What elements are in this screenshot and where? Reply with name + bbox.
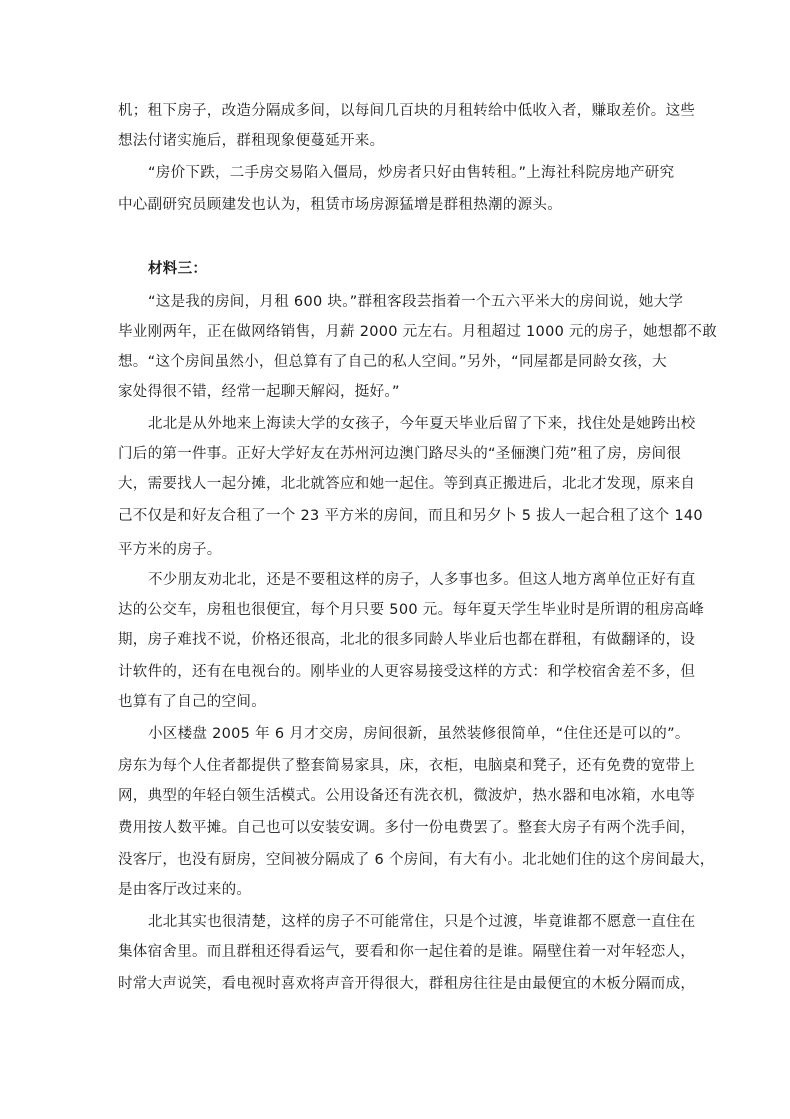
text-line: 门后的第一件事。正好大学好友在苏州河边澳门路尽头的“圣俪澳门苑”租了房，房间很 [118, 446, 682, 462]
text-line: 大，需要找人一起分摊，北北就答应和她一起住。等到真正搬进后，北北才发现，原来自 [118, 476, 696, 492]
text-line: 房东为每个人住者都提供了整套简易家具，床，衣柜，电脑桌和凳子，还有免费的宽带上 [118, 758, 696, 774]
text-line: 也算有了自己的空间。 [118, 694, 266, 710]
text-line: 时常大声说笑，看电视时喜欢将声音开得很大，群租房往往是由最便宜的木板分隔而成， [118, 976, 696, 992]
text-line: 机；租下房子，改造分隔成多间，以每间几百块的月租转给中低收入者，赚取差价。这些 [118, 103, 696, 119]
text-line: 想法付诸实施后，群租现象便蔓延开来。 [118, 133, 385, 149]
text-line: 达的公交车，房租也很便宜，每个月只要 500 元。每年夏天学生毕业时是所谓的租房高峰 [118, 602, 704, 618]
text-line: 期，房子难找不说，价格还很高，北北的很多同龄人毕业后也都在群租，有做翻译的，设 [118, 632, 696, 648]
text-line: 己不仅是和好友合租了一个 23 平方米的房间，而且和另夕卜 5 拔人一起合租了这个 140 [118, 508, 703, 524]
text-line: 毕业刚两年，正在做网络销售，月薪 2000 元左右。月租超过 1000 元的房子，她想都不敢 [118, 324, 718, 340]
text-line: 不少朋友劝北北，还是不要租这样的房子，人多事也多。但这人地方离单位正好有直 [148, 572, 696, 588]
text-line: “房价下跌，二手房交易陷入僵局，炒房者只好由售转租。”上海社科院房地产研究 [148, 165, 675, 181]
text-line: 没客厅，也没有厨房，空间被分隔成了 6 个房间，有大有小。北北她们住的这个房间最大， [118, 852, 715, 868]
text-line: 家处得很不错，经常一起聊天解闷，挺好。” [118, 384, 400, 400]
text-line: 集体宿舍里。而且群租还得看运气，要看和你一起住着的是谁。隔壁住着一对年轻恋人， [118, 944, 696, 960]
text-line: 平方米的房子。 [118, 542, 222, 558]
text-line: “这是我的房间，月租 600 块。”群租客段芸指着一个五六平米大的房间说，她大学 [148, 294, 684, 310]
text-line: 中心副研究员顾建发也认为，租赁市场房源猛增是群租热潮的源头。 [118, 197, 562, 213]
text-line: 想。“这个房间虽然小，但总算有了自己的私人空间。”另外，“同屋都是同龄女孩，大 [118, 354, 667, 370]
section-heading: 材料三： [148, 261, 208, 277]
text-line: 小区楼盘 2005 年 6 月才交房，房间很新，虽然装修很简单，“住住还是可以的”。 [148, 726, 690, 742]
text-line: 是由客厅改过来的。 [118, 882, 252, 898]
text-line: 计软件的，还有在电视台的。刚毕业的人更容易接受这样的方式：和学校宿舍差不多，但 [118, 664, 696, 680]
text-line: 费用按人数平摊。自己也可以安装安调。多付一份电费罢了。整套大房子有两个洗手间， [118, 820, 696, 836]
text-line: 北北其实也很清楚，这样的房子不可能常住，只是个过渡，毕竟谁都不愿意一直住在 [148, 914, 696, 930]
text-line: 网，典型的年轻白领生活模式。公用设备还有洗衣机，微波炉，热水器和电冰箱，水电等 [118, 788, 696, 804]
text-line: 北北是从外地来上海读大学的女孩子，今年夏天毕业后留了下来，找住处是她跨出校 [148, 416, 696, 432]
